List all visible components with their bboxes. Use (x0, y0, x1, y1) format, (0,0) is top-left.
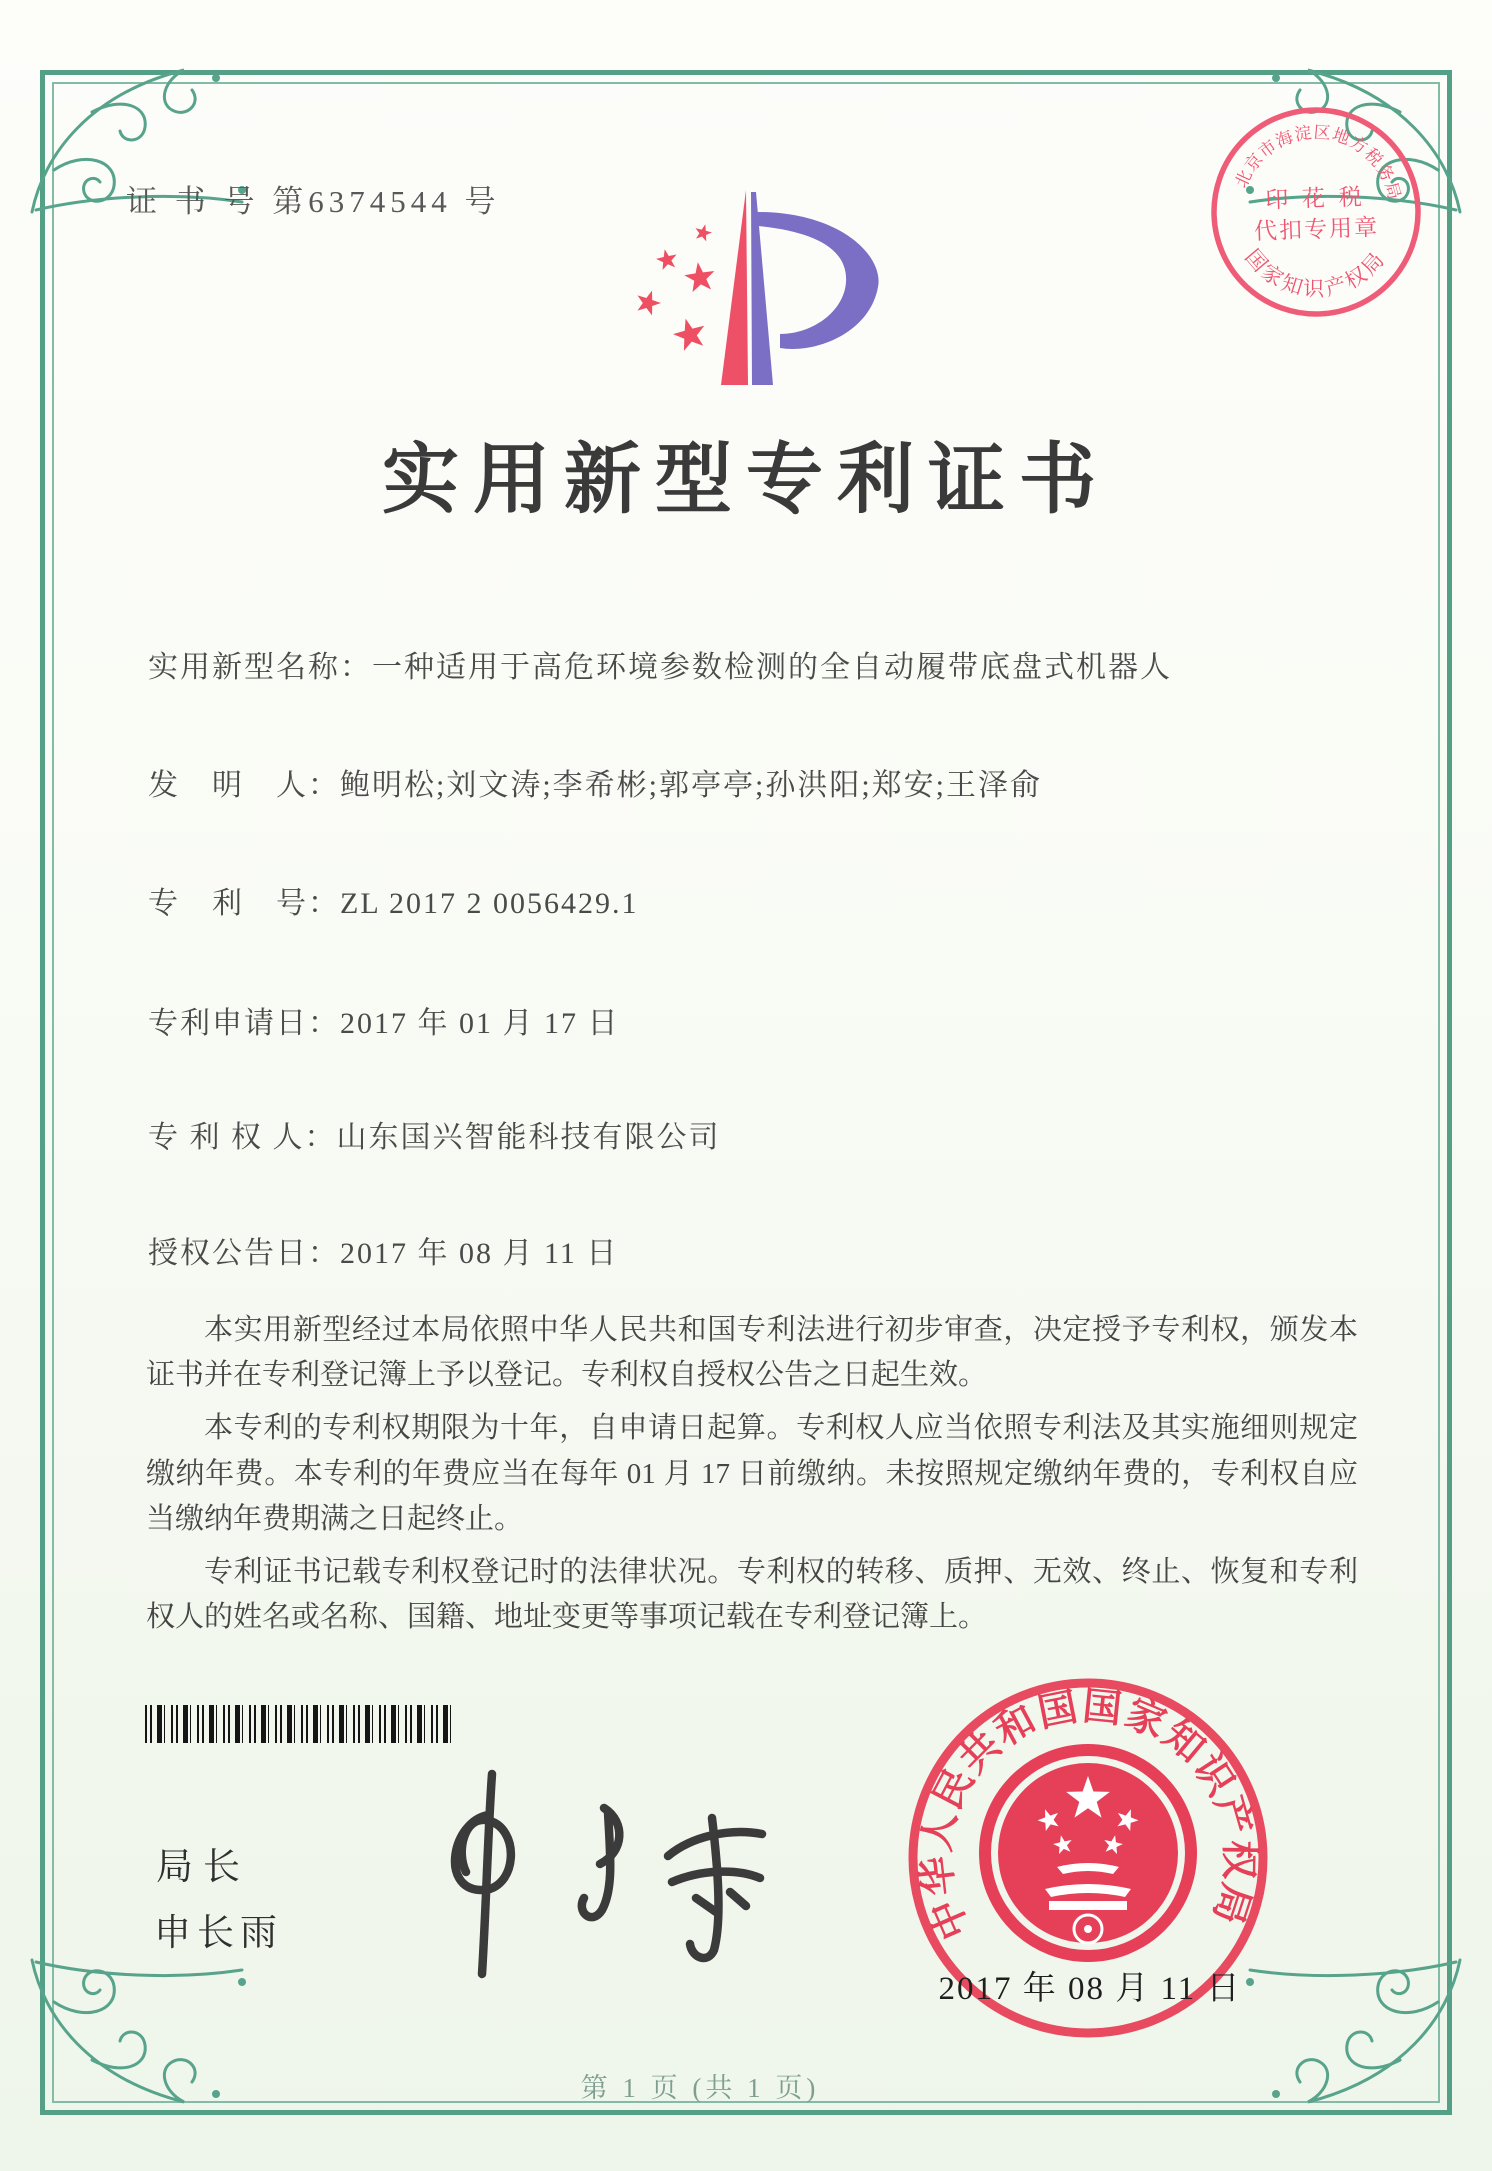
tax-stamp-arc-top: 北京市海淀区地方税务局 (1231, 122, 1405, 203)
page-number-footer: 第 1 页 (共 1 页) (580, 2073, 820, 2103)
field-value: 2017 年 01 月 17 日 (340, 1007, 620, 1040)
svg-text:国家知识产权局 (1240, 240, 1392, 304)
seal-date: 2017 年 08 月 11 日 (938, 1971, 1242, 2007)
field-grant-date (148, 1228, 618, 1272)
tax-stamp-arc-bottom: 国家知识产权局 (1240, 244, 1391, 302)
national-emblem-icon (985, 1750, 1191, 1956)
field-patentee (148, 1112, 721, 1156)
field-value: 鲍明松;刘文涛;李希彬;郭亭亭;孙洪阳;郑安;王泽俞 (340, 769, 1043, 802)
field-filing-date (148, 998, 620, 1042)
field-patent-number (148, 878, 639, 922)
director-title: 局长 (156, 1845, 250, 1888)
corner-flourish-icon (26, 1952, 266, 2122)
legal-paragraph: 本实用新型经过本局依照中华人民共和国专利法进行初步审查，决定授予专利权，颁发本证书并在专利登记簿上予以登记。专利权自授权公告之日起生效。 (146, 1314, 1358, 1392)
field-utility-model-name (148, 642, 1172, 686)
legal-paragraph: 本专利的专利权期限为十年，自申请日起算。专利权人应当依照专利法及其实施细则规定缴纳年费。本专利的年费应当在每年 01 月 17 日前缴纳。未按照规定缴纳年费的，专利权自应当缴纳年费期满之日起终止。 (146, 1412, 1358, 1535)
legal-paragraph: 专利证书记载专利权登记时的法律状况。专利权的转移、质押、无效、终止、恢复和专利权人的姓名或名称、国籍、地址变更等事项记载在专利登记簿上。 (146, 1556, 1358, 1634)
field-label: 发 明 人： (148, 769, 340, 802)
tax-stamp-line2: 代扣专用章 (1253, 214, 1380, 245)
field-value: ZL 2017 2 0056429.1 (340, 887, 639, 920)
field-value: 2017 年 08 月 11 日 (340, 1237, 619, 1270)
field-label: 专利申请日： (148, 1007, 340, 1040)
certificate-title: 实用新型专利证书 (382, 437, 1110, 523)
field-value: 山东国兴智能科技有限公司 (336, 1121, 721, 1154)
field-label: 专 利 权 人： (148, 1121, 337, 1154)
legal-text-block (146, 1308, 1358, 1649)
field-label: 授权公告日： (148, 1237, 340, 1270)
field-value: 一种适用于高危环境参数检测的全自动履带底盘式机器人 (372, 651, 1172, 684)
tax-stamp-line1: 印 花 税 (1264, 184, 1367, 213)
barcode (145, 1705, 455, 1743)
tax-stamp-seal (1202, 98, 1430, 326)
director-signature-icon (400, 1760, 810, 1980)
seal-arc-text: 中华人民共和国国家知识产权局 (914, 1684, 1261, 1946)
field-label: 实用新型名称： (148, 651, 372, 684)
field-label: 专 利 号： (148, 887, 340, 920)
field-inventors (148, 760, 1042, 804)
certificate-number: 证 书 号 第6374544 号 (126, 184, 501, 219)
cnipa-logo-icon (612, 182, 897, 387)
director-name: 申长雨 (154, 1911, 283, 1954)
